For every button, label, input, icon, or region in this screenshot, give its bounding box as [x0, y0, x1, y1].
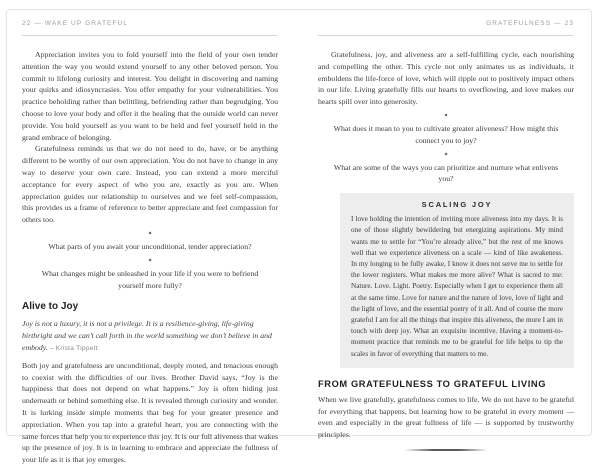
- paragraph: Gratefulness, joy, and aliveness are a self-fulfilling cycle, each nourishing and compelling the other. This cycle not only animates us as individuals, it emboldens the life-force of love, which will ripple out to positively impact others in our life. Living gratefully fills our hearts to overflowing, and love makes our hearts spill over into generosity.: [318, 50, 574, 107]
- reflection-question: What are some of the ways you can prioritize and nurture what enlivens you?: [333, 162, 559, 184]
- paragraph: Appreciation invites you to fold yourself into the field of your own tender attention the way you would extend yourself to any other beloved person. You commit to lifelong curiosity and interest. You delight in discovering and naming your quirks and idiosyncrasies. You offer empathy for your vulnerabilities. You practice beholding rather than belittling, befriending rather than begrudging. You choose to love your body and offer it the healing that the outside world can never provide. You hold yourself as you want to be held and feel yourself held in the grand embrace of belonging.: [22, 50, 278, 142]
- diamond-ornament-icon: ✦: [443, 151, 449, 158]
- diamond-ornament-icon: ✦: [147, 257, 153, 264]
- pull-quote: [22, 318, 278, 354]
- section-divider: [404, 449, 488, 451]
- right-page: [318, 20, 574, 451]
- paragraph: Both joy and gratefulness are unconditional, deeply rooted, and tenacious enough to coexist with the difficulties of our lives. Brother David says, “Joy is the happiness that does not depend on what happens.” Joy is often hiding just underneath or behind something else. It is revealed through curiosity and wonder. It is lurking inside simple moments that beg for your greater presence and appreciation. When you tap into a grateful heart, you are connecting with the same forces that help you to experience this joy. It is our full aliveness that wakes up the presence of joy. It is in learning to embrace and appreciate the fullness of your life as it is that joy emerges.: [22, 360, 278, 465]
- callout-title: SCALING JOY: [421, 200, 493, 210]
- left-page: [22, 20, 278, 466]
- reflection-question: What does it mean to you to cultivate greater aliveness? How might this connect you to joy?: [333, 123, 559, 145]
- callout-body: I love holding the intention of inviting more aliveness into my days. It is one of those slightly bewildering but energizing aspirations. My mind wants me to settle for “You’re already alive,” but the rest of me knows well that we experience aliveness on a scale — kind of like awakeness. In my longing to be fully awake, I know it does not serve me to settle for the lower registers. What makes me more alive? What is sacred to me: Nature. Love. Light. Poetry. Especially when I get to experience them all at the same time. Love for nature and the nature of love, love of light and the light of love, and the essential poetry of it all. And of course the more grateful I am for all the things that inspire this aliveness, the more I am in touch with deep joy. What an exquisite incentive. Having a moment-to-moment practice that reminds me to be grateful for life helps to tip the scales in favor of everything that matters to me.: [351, 215, 563, 358]
- callout-box: [340, 193, 574, 368]
- running-head-right: GRATEFULNESS — 23: [318, 20, 574, 36]
- running-head-left: 22 — WAKE UP GRATEFUL: [22, 20, 278, 36]
- reflection-question: What parts of you await your unconditional, tender appreciation?: [48, 241, 252, 251]
- section-heading: Alive to Joy: [22, 301, 79, 313]
- quote-attribution: – Krista Tippett: [49, 344, 98, 352]
- reflection-question: What changes might be unleashed in your life if you were to befriend yourself more fully?: [41, 268, 259, 290]
- paragraph: When we live gratefully, gratefulness comes to life. We do not have to be grateful for everything that happens, but learning how to be grateful in every moment — even and especially in the great fullness of life — is supported by trustworthy principles.: [318, 394, 574, 440]
- pull-quote-text: Joy is not a luxury, it is not a privilege. It is a resilience-giving, life-giving birthright and we can’t call forth in the world something we don’t believe in and embody.: [22, 319, 272, 352]
- paragraph: Gratefulness reminds us that we do not need to do, have, or be anything different to be worthy of our own appreciation. You do not have to change in any way to deserve your own care. Instead, you can extend a more merciful acceptance for every aspect of who you are, exactly as you are. When appreciation guides our relationship to ourselves and we feel self-compassion, this provides us a frame of reference to better appreciate and feel compassion for others too.: [22, 144, 278, 225]
- diamond-ornament-icon: ✦: [443, 112, 449, 119]
- diamond-ornament-icon: ✦: [147, 230, 153, 237]
- section-heading: FROM GRATEFULNESS TO GRATEFUL LIVING: [318, 378, 547, 389]
